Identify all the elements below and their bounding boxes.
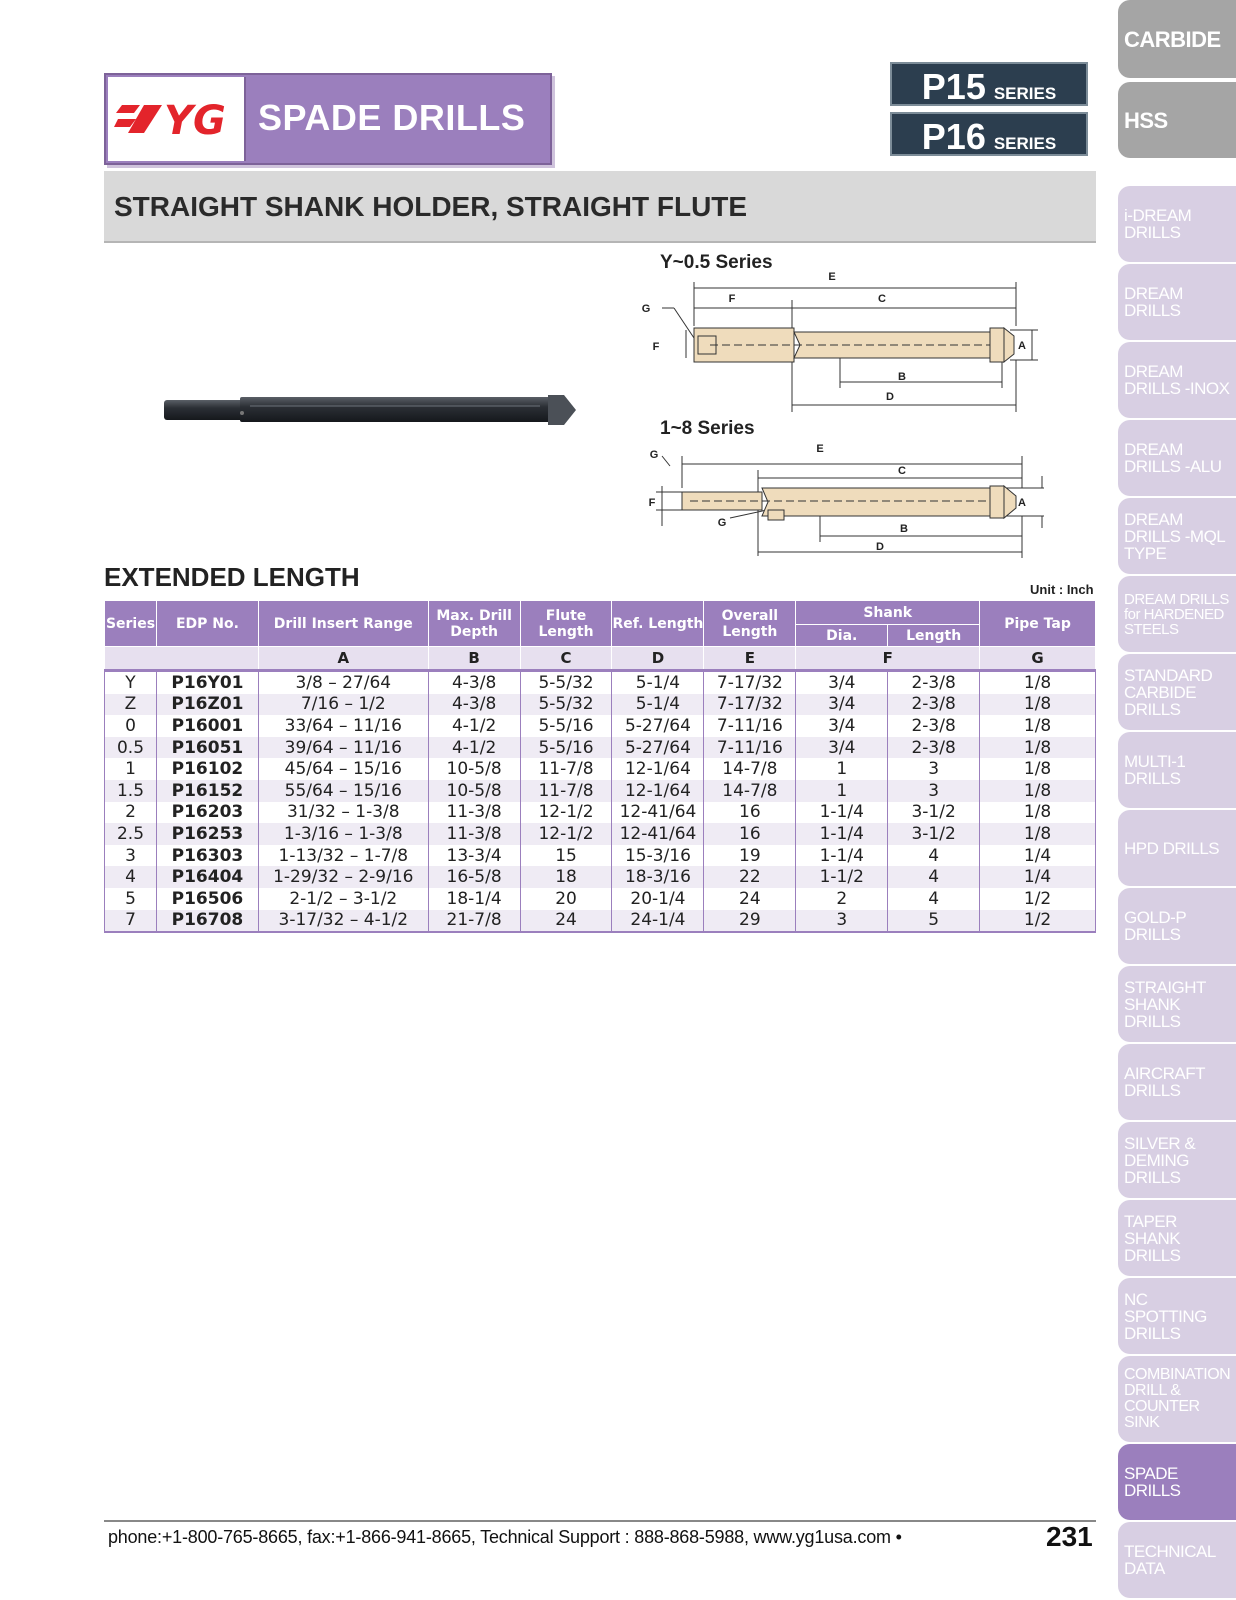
- letter-a: A: [258, 647, 428, 671]
- letter-c: C: [520, 647, 612, 671]
- series-code: P16: [921, 116, 986, 157]
- tab-label: SILVER & DEMING DRILLS: [1124, 1133, 1196, 1187]
- col-header-shank-dia: Dia.: [796, 625, 888, 647]
- footer-contact: phone:+1-800-765-8665, fax:+1-866-941-8665, Technical Support : 888-868-5988, www.yg1usa.com •: [108, 1527, 902, 1547]
- cell-series: 1: [105, 758, 157, 780]
- series-badge-p16: [890, 112, 1088, 156]
- dim-label-f: F: [648, 497, 656, 509]
- cell-depth: 18-1/4: [428, 888, 520, 910]
- cell-depth: 11-3/8: [428, 802, 520, 824]
- tab-dream-drills[interactable]: [1118, 264, 1236, 340]
- tab-multi-1-drills[interactable]: [1118, 732, 1236, 808]
- cell-ref: 5-27/64: [612, 737, 704, 759]
- tab-dream-drills-alu[interactable]: [1118, 420, 1236, 496]
- col-header-series: Series: [105, 601, 157, 647]
- letter-e: E: [704, 647, 796, 671]
- tab-label: DREAM DRILLS -MQL TYPE: [1124, 509, 1225, 563]
- cell-pipe: 1/4: [980, 845, 1096, 867]
- cell-range: 55/64 – 15/16: [258, 780, 428, 802]
- diagram-1-8-series: [650, 436, 1070, 566]
- cell-ref: 12-41/64: [612, 802, 704, 824]
- dim-label-f: F: [728, 293, 736, 305]
- cell-dia: 1-1/4: [796, 845, 888, 867]
- tab-label: TAPER SHANK DRILLS: [1124, 1211, 1181, 1265]
- cell-overall: 24: [704, 888, 796, 910]
- section-heading: EXTENDED LENGTH: [104, 562, 360, 592]
- cell-dia: 1: [796, 780, 888, 802]
- diagram-y-series: [641, 270, 1070, 418]
- dim-label-g: G: [649, 449, 659, 461]
- cell-flute: 15: [520, 845, 612, 867]
- cell-overall: 16: [704, 823, 796, 845]
- cell-series: 0: [105, 715, 157, 737]
- cell-range: 1-3/16 – 1-3/8: [258, 823, 428, 845]
- cell-ref: 20-1/4: [612, 888, 704, 910]
- cell-length: 3-1/2: [888, 823, 980, 845]
- cell-ref: 5-1/4: [612, 671, 704, 694]
- cell-overall: 19: [704, 845, 796, 867]
- cell-ref: 15-3/16: [612, 845, 704, 867]
- cell-overall: 7-11/16: [704, 715, 796, 737]
- cell-dia: 3/4: [796, 737, 888, 759]
- cell-edp: P16203: [156, 802, 258, 824]
- series-label: SERIES: [993, 134, 1057, 153]
- cell-length: 2-3/8: [888, 737, 980, 759]
- cell-range: 7/16 – 1/2: [258, 694, 428, 716]
- cell-flute: 12-1/2: [520, 823, 612, 845]
- table-row: [105, 780, 1096, 802]
- cell-ref: 12-41/64: [612, 823, 704, 845]
- table-row: [105, 823, 1096, 845]
- cell-series: 2.5: [105, 823, 157, 845]
- tab-label: DREAM DRILLS -INOX: [1124, 362, 1230, 398]
- table-row: [105, 694, 1096, 716]
- cell-flute: 20: [520, 888, 612, 910]
- cell-pipe: 1/2: [980, 910, 1096, 933]
- cell-pipe: 1/8: [980, 823, 1096, 845]
- cell-length: 5: [888, 910, 980, 933]
- tab-silver-deming-drills[interactable]: [1118, 1122, 1236, 1198]
- cell-series: 1.5: [105, 780, 157, 802]
- cell-edp: P16Y01: [156, 671, 258, 694]
- cell-dia: 1-1/4: [796, 823, 888, 845]
- tab-label: GOLD-P DRILLS: [1124, 908, 1186, 944]
- col-header-shank-length: Length: [888, 625, 980, 647]
- cell-ref: 5-1/4: [612, 694, 704, 716]
- tab-label: HSS: [1124, 107, 1168, 133]
- cell-dia: 2: [796, 888, 888, 910]
- dim-label-c: C: [878, 293, 886, 305]
- subtitle: STRAIGHT SHANK HOLDER, STRAIGHT FLUTE: [114, 191, 748, 222]
- tab-standard-carbide-drills[interactable]: [1118, 654, 1236, 730]
- cell-dia: 3/4: [796, 694, 888, 716]
- cell-ref: 12-1/64: [612, 780, 704, 802]
- cell-edp: P16Z01: [156, 694, 258, 716]
- cell-dia: 1-1/2: [796, 866, 888, 888]
- cell-length: 4: [888, 845, 980, 867]
- col-header-edp: EDP No.: [156, 601, 258, 647]
- dim-label-a: A: [1018, 340, 1026, 352]
- spade-drill-holder-photo: [160, 385, 580, 435]
- table-row: [105, 910, 1096, 933]
- cell-series: 4: [105, 866, 157, 888]
- cell-edp: P16152: [156, 780, 258, 802]
- cell-pipe: 1/4: [980, 866, 1096, 888]
- table-row: [105, 802, 1096, 824]
- cell-range: 1-29/32 – 2-9/16: [258, 866, 428, 888]
- series-badge-p15: [890, 62, 1088, 106]
- cell-edp: P16708: [156, 910, 258, 933]
- cell-flute: 12-1/2: [520, 802, 612, 824]
- cell-dia: 3/4: [796, 715, 888, 737]
- cell-flute: 5-5/32: [520, 694, 612, 716]
- cell-length: 2-3/8: [888, 671, 980, 694]
- cell-overall: 7-17/32: [704, 671, 796, 694]
- tab-label: COMBINATION DRILL & COUNTER SINK: [1124, 1366, 1231, 1431]
- table-row: [105, 715, 1096, 737]
- tab-technical-data[interactable]: [1118, 1522, 1236, 1598]
- table-row: [105, 671, 1096, 694]
- cell-pipe: 1/8: [980, 737, 1096, 759]
- tab-straight-shank-drills[interactable]: [1118, 966, 1236, 1042]
- col-header-depth: Max. Drill Depth: [428, 601, 520, 647]
- cell-overall: 29: [704, 910, 796, 933]
- dim-label-d: D: [886, 391, 894, 403]
- cell-range: 45/64 – 15/16: [258, 758, 428, 780]
- cell-depth: 4-1/2: [428, 715, 520, 737]
- cell-length: 3: [888, 780, 980, 802]
- cell-length: 2-3/8: [888, 694, 980, 716]
- cell-series: 3: [105, 845, 157, 867]
- dim-label-a: A: [1018, 497, 1026, 509]
- cell-depth: 21-7/8: [428, 910, 520, 933]
- cell-range: 33/64 – 11/16: [258, 715, 428, 737]
- cell-edp: P16051: [156, 737, 258, 759]
- unit-note: Unit : Inch: [1030, 582, 1094, 597]
- col-header-ref: Ref. Length: [612, 601, 704, 647]
- cell-range: 2-1/2 – 3-1/2: [258, 888, 428, 910]
- tab-label: CARBIDE: [1124, 26, 1221, 52]
- cell-ref: 5-27/64: [612, 715, 704, 737]
- cell-series: Y: [105, 671, 157, 694]
- cell-range: 31/32 – 1-3/8: [258, 802, 428, 824]
- cell-flute: 11-7/8: [520, 758, 612, 780]
- cell-flute: 18: [520, 866, 612, 888]
- cell-flute: 24: [520, 910, 612, 933]
- dim-label-b: B: [900, 523, 908, 535]
- cell-overall: 14-7/8: [704, 758, 796, 780]
- cell-depth: 4-3/8: [428, 694, 520, 716]
- tab-spade-drills[interactable]: [1118, 1444, 1236, 1520]
- dim-label-g-lower: G: [717, 517, 727, 529]
- cell-overall: 7-11/16: [704, 737, 796, 759]
- tab-label: DREAM DRILLS -ALU: [1124, 440, 1222, 476]
- cell-depth: 11-3/8: [428, 823, 520, 845]
- cell-range: 3/8 – 27/64: [258, 671, 428, 694]
- cell-dia: 3: [796, 910, 888, 933]
- cell-series: 7: [105, 910, 157, 933]
- cell-series: 5: [105, 888, 157, 910]
- tab-combination-drill[interactable]: [1118, 1356, 1236, 1442]
- letter-f: F: [796, 647, 980, 671]
- cell-pipe: 1/8: [980, 715, 1096, 737]
- letter-b: B: [428, 647, 520, 671]
- cell-pipe: 1/8: [980, 802, 1096, 824]
- cell-range: 1-13/32 – 1-7/8: [258, 845, 428, 867]
- letter-g: G: [980, 647, 1096, 671]
- tab-label: STRAIGHT SHANK DRILLS: [1124, 977, 1206, 1031]
- cell-overall: 16: [704, 802, 796, 824]
- cell-pipe: 1/8: [980, 671, 1096, 694]
- col-header-overall: Overall Length: [704, 601, 796, 647]
- cell-edp: P16303: [156, 845, 258, 867]
- tab-label: MULTI-1 DRILLS: [1124, 752, 1186, 788]
- col-header-shank: Shank: [796, 601, 980, 625]
- subtitle-bar: [104, 171, 1096, 243]
- tab-gold-p-drills[interactable]: [1118, 888, 1236, 964]
- tab-label: STANDARD CARBIDE DRILLS: [1124, 665, 1213, 719]
- cell-length: 4: [888, 888, 980, 910]
- cell-dia: 3/4: [796, 671, 888, 694]
- cell-length: 3-1/2: [888, 802, 980, 824]
- tab-label: i-DREAM DRILLS: [1124, 206, 1192, 242]
- tab-label: DREAM DRILLS: [1124, 284, 1183, 320]
- cell-depth: 4-1/2: [428, 737, 520, 759]
- cell-pipe: 1/8: [980, 780, 1096, 802]
- diagram-title-y-0.5: Y~0.5 Series: [660, 252, 773, 273]
- cell-length: 4: [888, 866, 980, 888]
- dim-label-b: B: [898, 371, 906, 383]
- letter-d: D: [612, 647, 704, 671]
- cell-series: 0.5: [105, 737, 157, 759]
- tab-hpd-drills[interactable]: [1118, 810, 1236, 886]
- tab-aircraft-drills[interactable]: [1118, 1044, 1236, 1120]
- tab-hss[interactable]: [1118, 82, 1236, 158]
- cell-range: 3-17/32 – 4-1/2: [258, 910, 428, 933]
- tab-label: SPADE DRILLS: [1124, 1464, 1181, 1500]
- dim-label-e: E: [828, 271, 836, 283]
- tab-label: TECHNICAL DATA: [1124, 1542, 1216, 1578]
- tab-dream-drills-inox[interactable]: [1118, 342, 1236, 418]
- footer-rule: [104, 1520, 1096, 1522]
- cell-edp: P16102: [156, 758, 258, 780]
- cell-overall: 22: [704, 866, 796, 888]
- cell-depth: 4-3/8: [428, 671, 520, 694]
- diagram-title-1-8: 1~8 Series: [660, 418, 755, 439]
- table-row: [105, 737, 1096, 759]
- cell-length: 3: [888, 758, 980, 780]
- tab-taper-shank-drills[interactable]: [1118, 1200, 1236, 1276]
- cell-depth: 10-5/8: [428, 758, 520, 780]
- cell-dia: 1-1/4: [796, 802, 888, 824]
- cell-edp: P16404: [156, 866, 258, 888]
- company-logo: [108, 77, 246, 161]
- cell-series: Z: [105, 694, 157, 716]
- cell-ref: 24-1/4: [612, 910, 704, 933]
- series-code: P15: [921, 66, 986, 107]
- tab-carbide[interactable]: [1118, 0, 1236, 78]
- table-row: [105, 845, 1096, 867]
- cell-overall: 14-7/8: [704, 780, 796, 802]
- tab-label: DREAM DRILLS for HARDENED STEELS: [1124, 590, 1229, 638]
- table-row: [105, 866, 1096, 888]
- cell-series: 2: [105, 802, 157, 824]
- spec-table: [104, 600, 1096, 933]
- brand-banner: [104, 73, 552, 165]
- cell-pipe: 1/8: [980, 694, 1096, 716]
- cell-edp: P16253: [156, 823, 258, 845]
- col-header-range: Drill Insert Range: [258, 601, 428, 647]
- dim-label-f-side: F: [652, 341, 660, 353]
- col-header-pipe: Pipe Tap: [980, 601, 1096, 647]
- tab-i-dream-drills[interactable]: [1118, 186, 1236, 262]
- cell-flute: 5-5/16: [520, 715, 612, 737]
- cell-depth: 16-5/8: [428, 866, 520, 888]
- letter-blank: [105, 647, 259, 671]
- cell-length: 2-3/8: [888, 715, 980, 737]
- cell-ref: 18-3/16: [612, 866, 704, 888]
- table-row: [105, 888, 1096, 910]
- cell-pipe: 1/8: [980, 758, 1096, 780]
- page-title: SPADE DRILLS: [258, 97, 526, 138]
- cell-range: 39/64 – 11/16: [258, 737, 428, 759]
- dim-label-c: C: [898, 465, 906, 477]
- tab-label: AIRCRAFT DRILLS: [1124, 1064, 1205, 1100]
- cell-flute: 11-7/8: [520, 780, 612, 802]
- table-row: [105, 758, 1096, 780]
- dim-label-d: D: [876, 541, 884, 553]
- tab-label: HPD DRILLS: [1124, 838, 1220, 858]
- cell-flute: 5-5/16: [520, 737, 612, 759]
- cell-edp: P16506: [156, 888, 258, 910]
- cell-pipe: 1/2: [980, 888, 1096, 910]
- cell-edp: P16001: [156, 715, 258, 737]
- col-header-flute: Flute Length: [520, 601, 612, 647]
- dim-label-e: E: [816, 443, 824, 455]
- tab-dream-drills-mql[interactable]: [1118, 498, 1236, 574]
- tab-nc-spotting-drills[interactable]: [1118, 1278, 1236, 1354]
- cell-flute: 5-5/32: [520, 671, 612, 694]
- cell-overall: 7-17/32: [704, 694, 796, 716]
- cell-depth: 13-3/4: [428, 845, 520, 867]
- cell-dia: 1: [796, 758, 888, 780]
- series-label: SERIES: [993, 84, 1057, 103]
- page-number: 231: [1046, 1521, 1093, 1552]
- tab-label: NC SPOTTING DRILLS: [1124, 1289, 1207, 1343]
- cell-depth: 10-5/8: [428, 780, 520, 802]
- logo-text: YG: [164, 98, 226, 144]
- cell-ref: 12-1/64: [612, 758, 704, 780]
- yg-logo-mark: [114, 97, 238, 144]
- tab-dream-drills-hardened[interactable]: [1118, 576, 1236, 652]
- dim-label-g: G: [641, 303, 651, 315]
